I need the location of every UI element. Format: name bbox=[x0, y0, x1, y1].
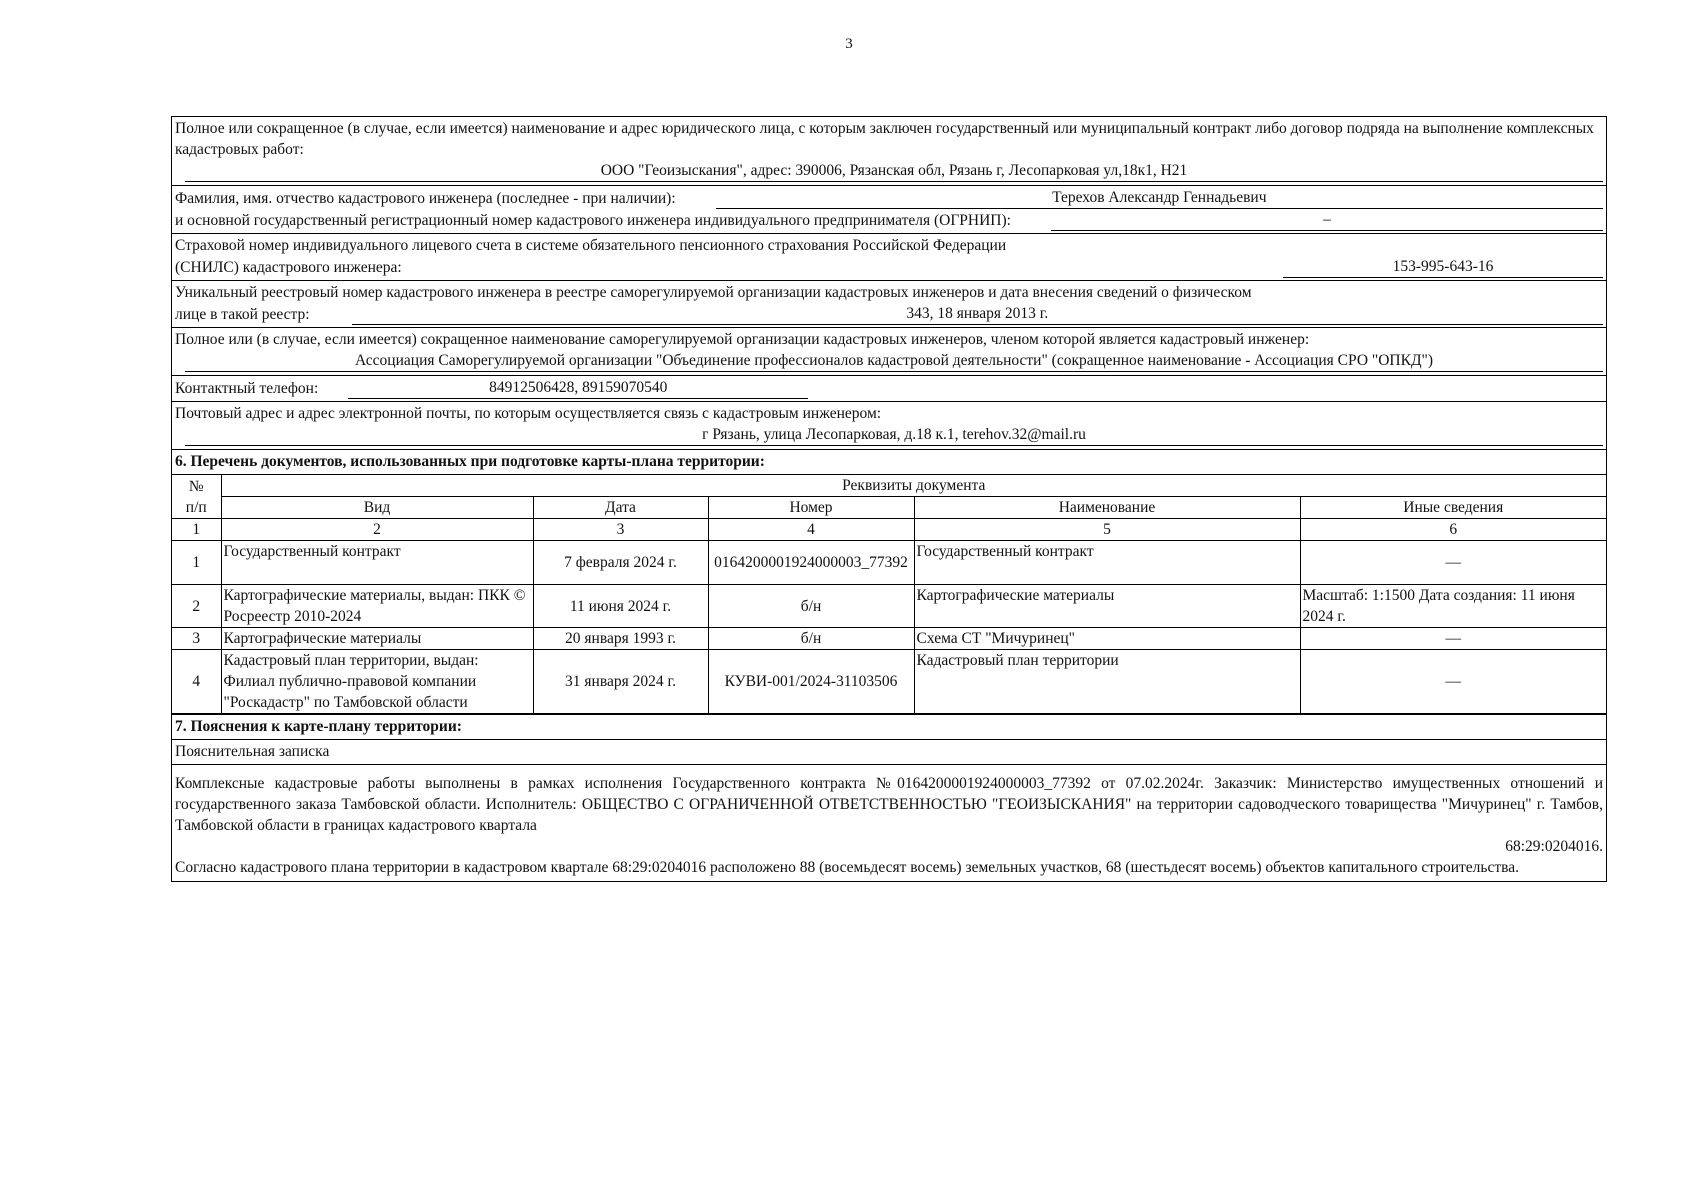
row-date: 7 февраля 2024 г. bbox=[533, 541, 708, 585]
row-num: 3 bbox=[172, 628, 221, 650]
row-nomer: 0164200001924000003_77392 bbox=[708, 541, 914, 585]
table-row bbox=[172, 585, 1606, 628]
row-nomer: КУВИ-001/2024-31103506 bbox=[708, 650, 914, 714]
index-cell: 1 bbox=[172, 519, 221, 541]
contractor-value: ООО "Геоизыскания", адрес: 390006, Рязанская обл, Рязань г, Лесопарковая ул,18к1, Н21 bbox=[185, 160, 1603, 182]
row-name: Схема СТ "Мичуринец" bbox=[914, 628, 1300, 650]
group-header: Реквизиты документа bbox=[221, 475, 1606, 497]
phone-section bbox=[172, 376, 1606, 402]
row-other: — bbox=[1300, 650, 1606, 714]
phone-label: Контактный телефон: bbox=[175, 380, 319, 397]
row-other: — bbox=[1300, 541, 1606, 585]
col-num-header: № п/п bbox=[172, 475, 221, 519]
row-vid: Государственный контракт bbox=[221, 541, 533, 585]
cadastral-document bbox=[171, 116, 1607, 882]
note-paragraph-1: Комплексные кадастровые работы выполнены в рамках исполнения Государственного контракта №0164200001924000003_77392 от 07.02.2024г. Заказчик: Министерство имущественных отношений и государственного заказа Тамбовской области. Исполнитель: ОБЩЕСТВО С ОГРАНИЧЕННОЙ ОТВЕТСТВЕННОСТЬЮ "ГЕОИЗЫСКАНИЯ" на территории садоводческого товарищества "Мичуринец" г. Тамбов, Тамбовской области в границах кадастрового квартала bbox=[175, 775, 1603, 834]
registry-value: 343, 18 января 2013 г. bbox=[352, 303, 1603, 325]
table-row bbox=[172, 541, 1606, 585]
explanatory-note bbox=[172, 765, 1606, 881]
section7-title: 7. Пояснения к карте-плану территории: bbox=[172, 715, 1606, 740]
table-row bbox=[172, 628, 1606, 650]
header-date: Дата bbox=[533, 497, 708, 519]
note-paragraph-1-tail: 68:29:0204016. bbox=[1505, 838, 1603, 855]
documents-table-wrap bbox=[172, 475, 1606, 715]
index-row bbox=[172, 519, 1606, 541]
registry-section bbox=[172, 281, 1606, 328]
row-vid: Картографические материалы, выдан: ПКК © Росреестр 2010-2024 bbox=[221, 585, 533, 628]
index-cell: 4 bbox=[708, 519, 914, 541]
row-other: — bbox=[1300, 628, 1606, 650]
index-cell: 2 bbox=[221, 519, 533, 541]
row-date: 11 июня 2024 г. bbox=[533, 585, 708, 628]
row-num: 2 bbox=[172, 585, 221, 628]
header-name: Наименование bbox=[914, 497, 1300, 519]
snils-value: 153-995-643-16 bbox=[1283, 256, 1603, 278]
row-vid: Картографические материалы bbox=[221, 628, 533, 650]
sro-section bbox=[172, 328, 1606, 376]
index-cell: 6 bbox=[1300, 519, 1606, 541]
header-nomer: Номер bbox=[708, 497, 914, 519]
snils-label-line2: (СНИЛС) кадастрового инженера: bbox=[175, 259, 402, 276]
row-nomer: б/н bbox=[708, 585, 914, 628]
header-vid: Вид bbox=[221, 497, 533, 519]
row-name: Картографические материалы bbox=[914, 585, 1300, 628]
sro-value: Ассоциация Саморегулируемой организации "Объединение профессионалов кадастровой деятельности" (сокращенное наименование - Ассоциация СРО "ОПКД") bbox=[185, 350, 1603, 372]
snils-label-line1: Страховой номер индивидуального лицевого счета в системе обязательного пенсионного страхования Российской Федерации bbox=[175, 237, 1007, 254]
row-vid: Кадастровый план территории, выдан: Филиал публично-правовой компании "Роскадастр" по Тамбовской области bbox=[221, 650, 533, 714]
postal-label: Почтовый адрес и адрес электронной почты, по которым осуществляется связь с кадастровым инженером: bbox=[175, 405, 882, 422]
header-other: Иные сведения bbox=[1300, 497, 1606, 519]
row-name: Кадастровый план территории bbox=[914, 650, 1300, 714]
row-other: Масштаб: 1:1500 Дата создания: 11 июня 2024 г. bbox=[1300, 585, 1606, 628]
phone-value: 84912506428, 89159070540 bbox=[348, 377, 808, 399]
engineer-section bbox=[172, 186, 1606, 234]
row-date: 31 января 2024 г. bbox=[533, 650, 708, 714]
index-cell: 5 bbox=[914, 519, 1300, 541]
documents-table bbox=[172, 475, 1606, 714]
row-num: 1 bbox=[172, 541, 221, 585]
contractor-section bbox=[172, 117, 1606, 186]
sro-label: Полное или (в случае, если имеется) сокращенное наименование саморегулируемой организации кадастровых инженеров, членом которой является кадастровый инженер: bbox=[175, 331, 1310, 348]
registry-label-line2: лице в такой реестр: bbox=[175, 306, 310, 323]
row-name: Государственный контракт bbox=[914, 541, 1300, 585]
postal-section bbox=[172, 402, 1606, 450]
ogrnip-label: и основной государственный регистрационный номер кадастрового инженера индивидуального предпринимателя (ОГРНИП): bbox=[175, 212, 1011, 229]
ogrnip-value: – bbox=[1051, 209, 1603, 231]
row-nomer: б/н bbox=[708, 628, 914, 650]
section6-title: 6. Перечень документов, использованных при подготовке карты-плана территории: bbox=[172, 450, 1606, 475]
row-date: 20 января 1993 г. bbox=[533, 628, 708, 650]
engineer-name-value: Терехов Александр Геннадьевич bbox=[716, 187, 1603, 209]
registry-label-line1: Уникальный реестровый номер кадастрового инженера в реестре саморегулируемой организации кадастровых инженеров и дата внесения сведений о физическом bbox=[175, 284, 1252, 301]
page-number: 3 bbox=[845, 36, 853, 52]
row-num: 4 bbox=[172, 650, 221, 714]
index-cell: 3 bbox=[533, 519, 708, 541]
note-paragraph-2: Согласно кадастрового плана территории в кадастровом квартале 68:29:0204016 расположено 88 (восемьдесят восемь) земельных участков, 68 (шестьдесят восемь) объектов капитального строительства. bbox=[175, 859, 1519, 876]
engineer-name-label: Фамилия, имя. отчество кадастрового инженера (последнее - при наличии): bbox=[175, 190, 676, 207]
section7-subtitle: Пояснительная записка bbox=[172, 740, 1606, 765]
table-row bbox=[172, 650, 1606, 714]
snils-section bbox=[172, 234, 1606, 281]
postal-value: г Рязань, улица Лесопарковая, д.18 к.1, terehov.32@mail.ru bbox=[185, 424, 1603, 446]
contractor-label: Полное или сокращенное (в случае, если имеется) наименование и адрес юридического лица, с которым заключен государственный или муниципальный контракт либо договор подряда на выполнение комплексных кадастровых работ: bbox=[175, 120, 1594, 158]
